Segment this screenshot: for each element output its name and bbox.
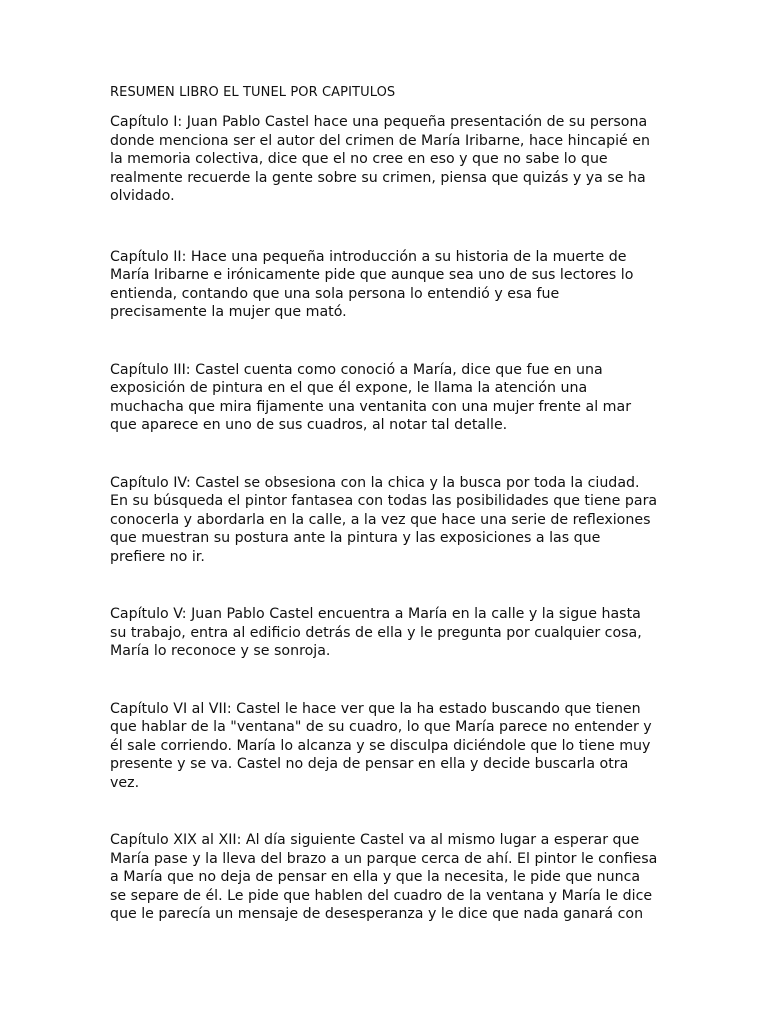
document-title: RESUMEN LIBRO EL TUNEL POR CAPITULOS — [110, 85, 396, 100]
paragraph-chapter-19-12 — [110, 831, 670, 924]
paragraph-line: la memoria colectiva, dice que el no cree en eso y que no sabe lo que — [110, 151, 608, 167]
paragraph-line: vez. — [110, 774, 140, 791]
paragraph-line: conocerla y abordarla en la calle, a la vez que hace una serie de reflexiones — [110, 511, 651, 528]
paragraph-chapter-1 — [110, 113, 670, 206]
paragraph-line: En su búsqueda el pintor fantasea con todas las posibilidades que tiene para — [110, 493, 658, 509]
paragraph-line: que muestran su postura ante la pintura y las exposiciones a las que — [110, 530, 601, 546]
paragraph-line: él sale corriendo. María lo alcanza y se disculpa diciéndole que lo tiene muy — [110, 737, 651, 754]
paragraph-line: su trabajo, entra al edificio detrás de ella y le pregunta por cualquier cosa, — [110, 624, 642, 641]
paragraph-line: María Iribarne e irónicamente pide que aunque sea uno de sus lectores lo — [110, 267, 634, 283]
paragraph-line: olvidado. — [110, 188, 175, 204]
paragraph-line: Capítulo V: Juan Pablo Castel encuentra a María en la calle y la sigue hasta — [110, 606, 641, 622]
paragraph-chapter-6-7 — [110, 700, 670, 793]
paragraph-line: que aparece en uno de sus cuadros, al notar tal detalle. — [110, 417, 508, 433]
paragraph-line: a María que no deja de pensar en ella y que la necesita, le pide que nunca — [110, 869, 641, 885]
paragraph-line: se separe de él. Le pide que hablen del cuadro de la ventana y María le dice — [110, 887, 653, 904]
paragraph-line: que hablar de la "ventana" de su cuadro, lo que María parece no entender y — [110, 719, 652, 735]
paragraph-line: exposición de pintura en el que él expone, le llama la atención una — [110, 380, 588, 396]
paragraph-line: María pase y la lleva del brazo a un parque cerca de ahí. El pintor le confiesa — [110, 850, 658, 867]
paragraph-line: María lo reconoce y se sonroja. — [110, 643, 331, 659]
paragraph-line: prefiere no ir. — [110, 548, 205, 565]
document-page — [110, 84, 670, 924]
paragraph-line: entienda, contando que una sola persona lo entendió y esa fue — [110, 285, 560, 302]
paragraph-line: presente y se va. Castel no deja de pensar en ella y decide buscarla otra — [110, 756, 629, 772]
paragraph-line: Capítulo I: Juan Pablo Castel hace una pequeña presentación de su persona — [110, 114, 648, 130]
paragraph-line: realmente recuerde la gente sobre su crimen, piensa que quizás y ya se ha — [110, 169, 646, 186]
paragraph-line: Capítulo VI al VII: Castel le hace ver que la ha estado buscando que tienen — [110, 700, 641, 717]
paragraph-line: Capítulo III: Castel cuenta como conoció a María, dice que fue en una — [110, 361, 603, 378]
paragraph-chapter-4 — [110, 474, 670, 567]
paragraph-chapter-2 — [110, 248, 670, 322]
paragraph-line: Capítulo II: Hace una pequeña introducción a su historia de la muerte de — [110, 248, 627, 265]
paragraph-line: Capítulo XIX al XII: Al día siguiente Castel va al mismo lugar a esperar que — [110, 832, 640, 848]
paragraph-line: Capítulo IV: Castel se obsesiona con la chica y la busca por toda la ciudad. — [110, 474, 640, 491]
paragraph-line: donde menciona ser el autor del crimen de María Iribarne, hace hincapié en — [110, 132, 650, 149]
paragraph-chapter-3 — [110, 361, 670, 435]
paragraph-line: precisamente la mujer que mató. — [110, 304, 347, 320]
paragraph-chapter-5 — [110, 605, 670, 661]
paragraph-line: que le parecía un mensaje de desesperanza y le dice que nada ganará con — [110, 906, 644, 922]
paragraph-line: muchacha que mira fijamente una ventanita con una mujer frente al mar — [110, 398, 632, 415]
